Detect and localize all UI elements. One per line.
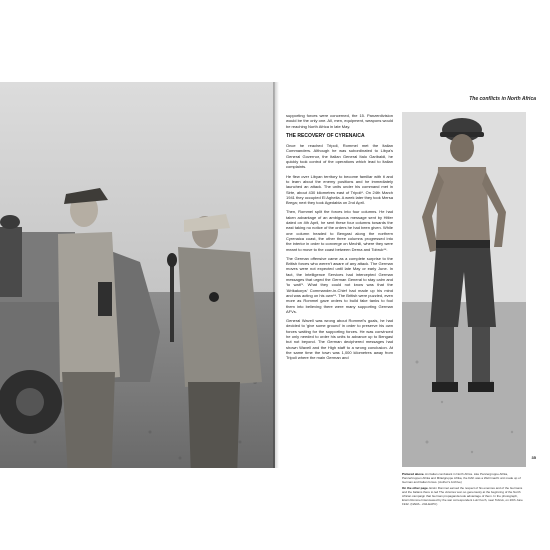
photo-captions xyxy=(402,472,526,508)
caption-lead: On the other page. xyxy=(402,486,429,490)
caption-text: Erwin Rommel earned the respect of his enemies and of the Germans and the Italians there to led The victories won so generously at the beginning of the North African campaign that German propaganda took advantage of them. In the photograph, Erwin Rommel interviewed by the war correspondent Lutz Koch, near Tobruk, on 20th June 1942. (NARA - 242-EAPC) xyxy=(402,486,523,506)
body-paragraph: The German offensive came as a complete surprise to the British forces who weren't aware of any attack. The German moves were not expected until late May or early June. In fact, the Intelligence Services had intercepted German messages that urged the German General to stay calm and 'to wait'*. What they could not know was that the 'Afrikakorps' Commander-in-Chief had made up his mind and was acting on his own**. The British were puzzled, even more as Rommel gave orders to build fake tanks to fool them into believing there were many supporting German AFVs. xyxy=(286,255,393,314)
caption-lead: Pictured above. xyxy=(402,472,425,476)
book-gutter-shadow xyxy=(273,82,279,468)
body-paragraph: He flew over Libyan territory to become familiar with it and to learn about the enemy positions and he immediately launched an attack. The units under his command met in Sirte, about 430 kilometres east of Tripoli*. On 24th March 1941 they occupied El Agheila. A week later they took Mersa Brega; next they took Agedabia on 2nd April. xyxy=(286,173,393,206)
running-header: The conflicts in North Africa xyxy=(469,96,536,102)
italian-soldier-photo xyxy=(402,112,526,467)
section-heading: THE RECOVERY OF CYRENAICA xyxy=(286,132,365,139)
caption-above xyxy=(402,472,526,484)
body-paragraph: Then, Rommel split the forces into four columns. He had taken advantage of an ambiguous message sent by Hitler dated on 4th April, he sent these four columns towards the east taking no notice of the orders he had been given. While one column headed to Bengasi along the northern Cyrenaica coast, the other three columns progressed into the interior in order to converge on Mechili, where they were meant to move to the coast between Derna and Tobruk**. xyxy=(286,209,393,252)
photo-left-illustration xyxy=(0,82,275,468)
caption-other-page xyxy=(402,486,526,506)
page-number: 35 xyxy=(531,455,536,460)
body-paragraph: supporting forces were concerned, the 15. Panzerdivision would be the only one. All, men, equipment, weapons would be reaching North Africa in late May. xyxy=(286,113,393,129)
caption-text: An Italian combatant in North Africa. Like Panzergruppe Afrika, Panzertruppen Afrika and Mittelgruppe Afrika, the DAK was a Wehrmacht unit made up of German and Italian forces. (Author's Archive) xyxy=(402,472,521,484)
rommel-interview-photo xyxy=(0,82,275,468)
photo-right-illustration xyxy=(402,112,526,467)
body-text-column xyxy=(286,113,393,364)
book-spread xyxy=(0,82,550,506)
body-paragraph: General Wavell was wrong about Rommel's goals, he had decided to 'give some ground' in order to preserve his own forces waiting for the supporting forces. He was convinced he only needed to order his units to advance up to Bengasi but not beyond. The German deciphered messages had shown Wavell and the High staff to a wrong conclusion. At the same time the town was 1,000 kilometres away from Tripoli where the main German and xyxy=(286,318,393,361)
body-paragraph: Once he reached Tripoli, Rommel met the Italian Commanders. Although he was subordinated to Libya's General Governor, the Italian General Italo Garibaldi, he quickly took control of the operations which lead to Italian complaints. xyxy=(286,143,393,170)
